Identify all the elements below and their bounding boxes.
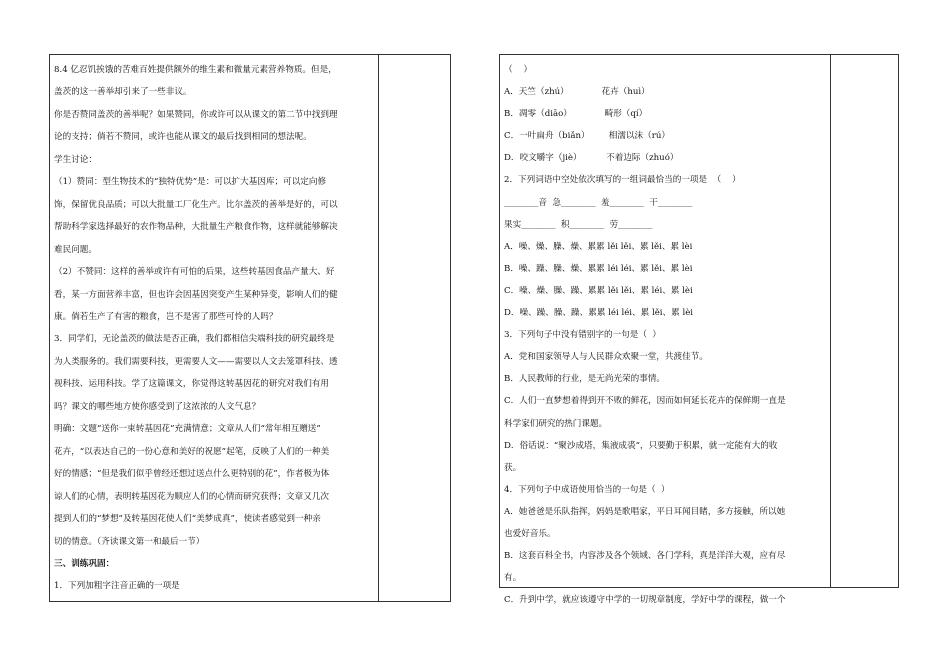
text-line: 饰，保留优良品质；可以大批量工厂化生产。比尔盖茨的善举是好的，可以 [54,199,338,210]
text-line: 8.4 亿忍饥挨饿的苦难百姓提供额外的维生素和微量元素营养物质。但是， [54,65,337,75]
text-line: 提到人们的“梦想”及转基因花使人们“美梦成真”，使读者感觉到一种亲 [54,514,321,525]
text-line: 明确：文题“送你一束转基因花”充满情意；文章从人们“常年相互赠送” [54,424,321,435]
text-line: 谅人们的心情，表明转基因花为顺应人们的心情而研究获得；文章又几次 [54,491,330,502]
right-text-block [504,59,826,606]
text-line: 吗？课文的哪些地方使你感受到了这浓浓的人文气息？ [54,401,261,412]
text-line: D．咬文嚼字（jiè） 不着边际（zhuó） [504,153,679,164]
text-line: 盖茨的这一善举却引来了一些非议。 [54,87,192,98]
text-line: 切的情意。（齐读课文第一和最后一节） [54,536,205,547]
text-line: 花卉，“以表达自己的一份心意和美好的祝愿”起笔，反映了人们的一种美 [54,446,330,457]
text-line: B．凋零（diāo） 畸形（qí） [504,109,648,120]
text-line: A．她爸爸是乐队指挥，妈妈是歌唱家，平日耳闻目睹，多方接触，所以她 [504,506,786,517]
text-line: 论的支持；倘若不赞同，或许也能从课文的最后找到相同的想法呢。 [54,132,312,143]
text-line: 你是否赞同盖茨的善举呢？如果赞同，你或许可以从课文的第二节中找到理 [54,109,338,120]
text-line: 看，某一方面营养丰富，但也许会因基因突变产生某种异变，影响人们的健 [54,289,338,300]
text-line: ________音 急________ 羞________ 干________ [504,197,693,208]
left-page-table [49,54,451,602]
text-line: A．天竺（zhú） 花卉（huì） [504,87,650,98]
text-line: C．噪、燥、臊、躁、累累 lěi lěi、累 léi、累 lèi [504,285,693,296]
text-line: 三、训练巩固： [54,558,115,569]
text-line: 难民问题。 [54,244,97,255]
text-line: 有。 [504,573,522,584]
text-line: C．人们一直梦想着得到开不败的鲜花，因而如何延长花卉的保鲜期一直是 [504,396,786,407]
text-line: （ ） [504,65,533,75]
text-line: 康。倘若生产了有害的粮食，岂不是害了那些可怜的人吗？ [54,311,278,322]
left-main-cell [50,55,379,601]
text-line: C．升到中学，就应该遵守中学的一切规章制度，学好中学的课程，做一个 [504,595,786,606]
left-text-block [54,59,374,599]
text-line: D．俗话说：“聚沙成塔，集液成裘”，只要勤于积累，就一定能有大的收 [504,440,778,451]
right-main-cell [500,55,831,606]
text-line: （1）赞同：型生物技术的“独特优势”是：可以扩大基因库；可以定向修 [54,177,327,188]
text-line: B．噪、躁、臊、燥、累累 léi léi、累 lěi、累 lèi [504,263,693,274]
text-line: D．噪、躁、臊、躁、累累 léi léi、累 lěi、累 lèi [504,308,694,319]
text-line: 也爱好音乐。 [504,528,556,539]
text-line: 为人类服务的。我们需要科技，更需要人文——需要以人文去笼罩科技、透 [54,356,338,367]
text-line: 好的情感；“但是我们似乎曾经还想过送点什么更特别的花”，作者极为体 [54,469,330,480]
text-line: C．一叶扁舟（biǎn） 相濡以沫（rú） [504,131,670,142]
text-line: 帮助科学家选择最好的农作物品种，大批量生产粮食作物，这样就能够解决 [54,222,338,233]
text-line: 科学家们研究的热门课题。 [504,418,608,429]
text-line: B．人民教师的行业，是无尚光荣的事情。 [504,374,666,385]
text-line: 2．下列词语中空处依次填写的一组词最恰当的一项是 （ ） [504,175,741,186]
text-line: 获。 [504,462,522,473]
text-line: 1．下列加粗字注音正确的一项是 [54,581,180,592]
text-line: 视科技、运用科技。学了这篇课文，你觉得这转基因花的研究对我们有用 [54,379,330,390]
text-line: 4．下列句子中成语使用恰当的一句是（ ） [504,484,670,495]
text-line: 3．同学们，无论盖茨的做法是否正确，我们都相信尖端科技的研究最终是 [54,334,335,345]
text-line: 学生讨论： [54,154,97,165]
text-line: A．党和国家领导人与人民群众欢聚一堂，共渡佳节。 [504,352,708,363]
text-line: 3．下列句子中没有错别字的一句是（ ） [504,330,662,341]
right-page-table [499,54,899,606]
text-line: A．噪、燥、臊、燥、累累 lěi lěi、累 lěi、累 lèi [504,241,693,252]
text-line: 果实________ 积________ 劳________ [504,219,653,230]
text-line: （2）不赞同：这样的善举或许有可怕的后果，这些转基因食品产量大、好 [54,267,335,278]
text-line: B．这套百科全书，内容涉及各个领域、各门学科，真是洋洋大观，应有尽 [504,551,786,562]
